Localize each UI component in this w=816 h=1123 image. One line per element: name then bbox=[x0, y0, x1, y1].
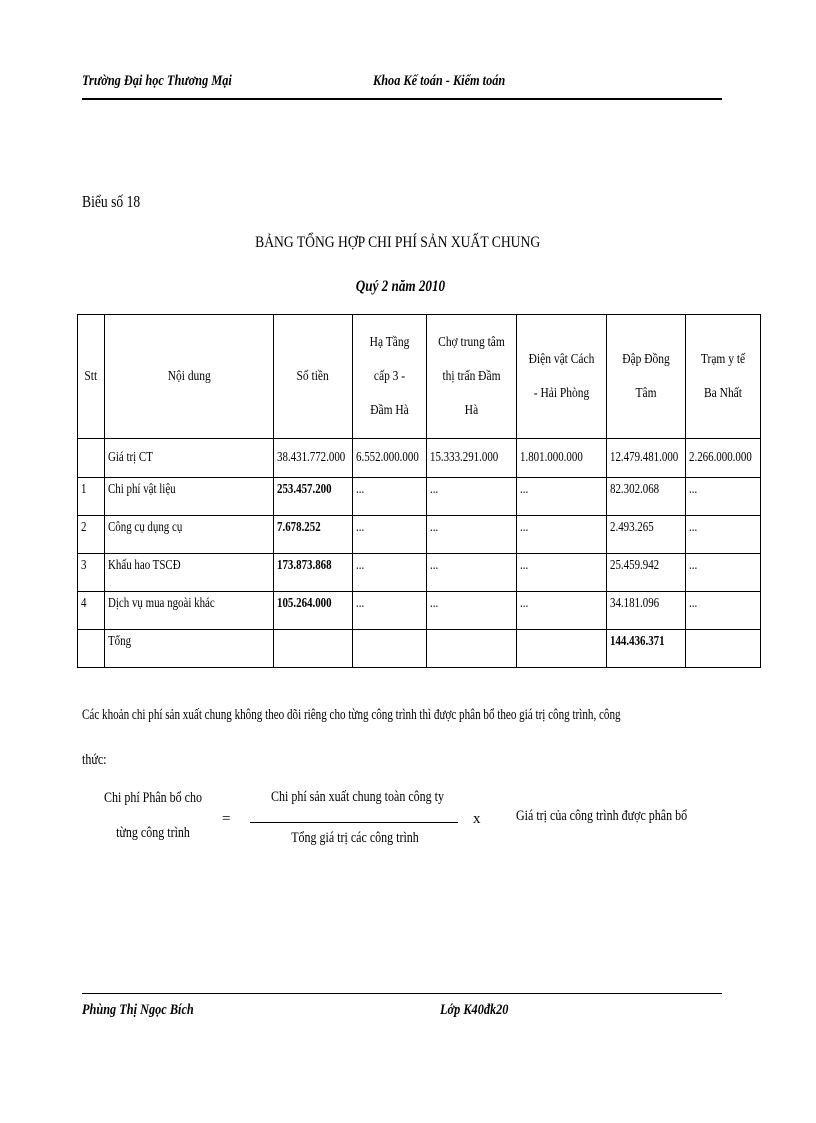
table-cell: ... bbox=[427, 478, 517, 516]
table-cell: 6.552.000.000 bbox=[353, 439, 427, 478]
table-cell: 2.493.265 bbox=[607, 516, 686, 554]
table-cell: ... bbox=[686, 478, 761, 516]
table-cell: ... bbox=[353, 516, 427, 554]
table-cell: ... bbox=[353, 554, 427, 592]
table-cell: ... bbox=[517, 554, 607, 592]
table-row bbox=[78, 592, 761, 630]
footer-rule bbox=[82, 993, 722, 994]
doc-label: Biểu số 18 bbox=[82, 192, 141, 211]
table-cell: ... bbox=[427, 554, 517, 592]
header-school: Trường Đại học Thương Mại bbox=[82, 73, 232, 89]
table-cell: Giá trị CT bbox=[105, 439, 274, 478]
doc-subtitle: Quý 2 năm 2010 bbox=[355, 278, 445, 295]
table-cell bbox=[353, 630, 427, 668]
table-header-row bbox=[78, 315, 761, 439]
table-row-tong bbox=[78, 630, 761, 668]
header-col-3: Điện vật Cách - Hải Phòng bbox=[517, 315, 607, 439]
header-stt: Stt bbox=[78, 315, 105, 439]
table-cell: ... bbox=[517, 478, 607, 516]
table-cell: Khấu hao TSCĐ bbox=[105, 554, 274, 592]
table-cell: 144.436.371 bbox=[607, 630, 686, 668]
paragraph-line-2: thức: bbox=[82, 752, 107, 768]
table-cell bbox=[686, 630, 761, 668]
table-row bbox=[78, 516, 761, 554]
doc-title: BẢNG TỔNG HỢP CHI PHÍ SẢN XUẤT CHUNG bbox=[255, 234, 541, 251]
footer-class: Lớp K40đk20 bbox=[440, 1002, 509, 1018]
table-cell bbox=[78, 630, 105, 668]
table-cell: ... bbox=[686, 592, 761, 630]
table-cell: ... bbox=[353, 592, 427, 630]
header-noi-dung: Nội dung bbox=[105, 315, 274, 439]
table-cell: 4 bbox=[78, 592, 105, 630]
formula-numerator: Chi phí sản xuất chung toàn công ty bbox=[271, 789, 444, 805]
header-col-4: Đập Đồng Tâm bbox=[607, 315, 686, 439]
footer-author: Phùng Thị Ngọc Bích bbox=[82, 1002, 194, 1018]
table-cell: 34.181.096 bbox=[607, 592, 686, 630]
table-cell: 173.873.868 bbox=[274, 554, 353, 592]
fraction-bar bbox=[250, 822, 458, 823]
table-cell: 2.266.000.000 bbox=[686, 439, 761, 478]
table-cell: 1 bbox=[78, 478, 105, 516]
table-cell: 38.431.772.000 bbox=[274, 439, 353, 478]
formula-equals: = bbox=[222, 811, 231, 827]
table-cell: 3 bbox=[78, 554, 105, 592]
table-cell bbox=[427, 630, 517, 668]
formula-denominator: Tổng giá trị các công trình bbox=[291, 830, 419, 846]
table-cell: ... bbox=[427, 516, 517, 554]
table-cell: 1.801.000.000 bbox=[517, 439, 607, 478]
table-cell: 15.333.291.000 bbox=[427, 439, 517, 478]
table-cell: 105.264.000 bbox=[274, 592, 353, 630]
table-row bbox=[78, 554, 761, 592]
table-cell: Công cụ dụng cụ bbox=[105, 516, 274, 554]
header-col-5: Trạm y tế Ba Nhất bbox=[686, 315, 761, 439]
header-faculty: Khoa Kế toán - Kiểm toán bbox=[373, 73, 506, 89]
formula-lhs-line-1: Chi phí Phân bổ cho bbox=[104, 790, 202, 806]
table-row-gia-tri bbox=[78, 439, 761, 478]
table-cell: 25.459.942 bbox=[607, 554, 686, 592]
header-col-1: Hạ Tầng cấp 3 - Đầm Hà bbox=[353, 315, 427, 439]
table-cell: 82.302.068 bbox=[607, 478, 686, 516]
table-cell bbox=[78, 439, 105, 478]
table-cell: 12.479.481.000 bbox=[607, 439, 686, 478]
header-rule bbox=[82, 98, 722, 100]
formula-times: x bbox=[473, 811, 481, 827]
table-cell: Tổng bbox=[105, 630, 274, 668]
header-so-tien: Số tiền bbox=[274, 315, 353, 439]
table-cell bbox=[517, 630, 607, 668]
table-cell: ... bbox=[517, 516, 607, 554]
table-cell: Chi phí vật liệu bbox=[105, 478, 274, 516]
table-cell bbox=[274, 630, 353, 668]
table-cell: ... bbox=[686, 554, 761, 592]
formula-rhs: Giá trị của công trình được phân bổ bbox=[516, 808, 688, 824]
cost-summary-table bbox=[77, 314, 761, 668]
table-cell: ... bbox=[686, 516, 761, 554]
table-cell: Dịch vụ mua ngoài khác bbox=[105, 592, 274, 630]
table-cell: 253.457.200 bbox=[274, 478, 353, 516]
header-col-2: Chợ trung tâm thị trấn Đầm Hà bbox=[427, 315, 517, 439]
table-cell: 2 bbox=[78, 516, 105, 554]
table-row bbox=[78, 478, 761, 516]
table-cell: ... bbox=[427, 592, 517, 630]
table-cell: ... bbox=[353, 478, 427, 516]
formula-lhs-line-2: từng công trình bbox=[116, 825, 190, 841]
table-cell: 7.678.252 bbox=[274, 516, 353, 554]
table-cell: ... bbox=[517, 592, 607, 630]
paragraph-line-1: Các khoản chi phí sản xuất chung không theo dõi riêng cho từng công trình thì được phân bổ theo giá trị công trình, công bbox=[82, 707, 621, 723]
